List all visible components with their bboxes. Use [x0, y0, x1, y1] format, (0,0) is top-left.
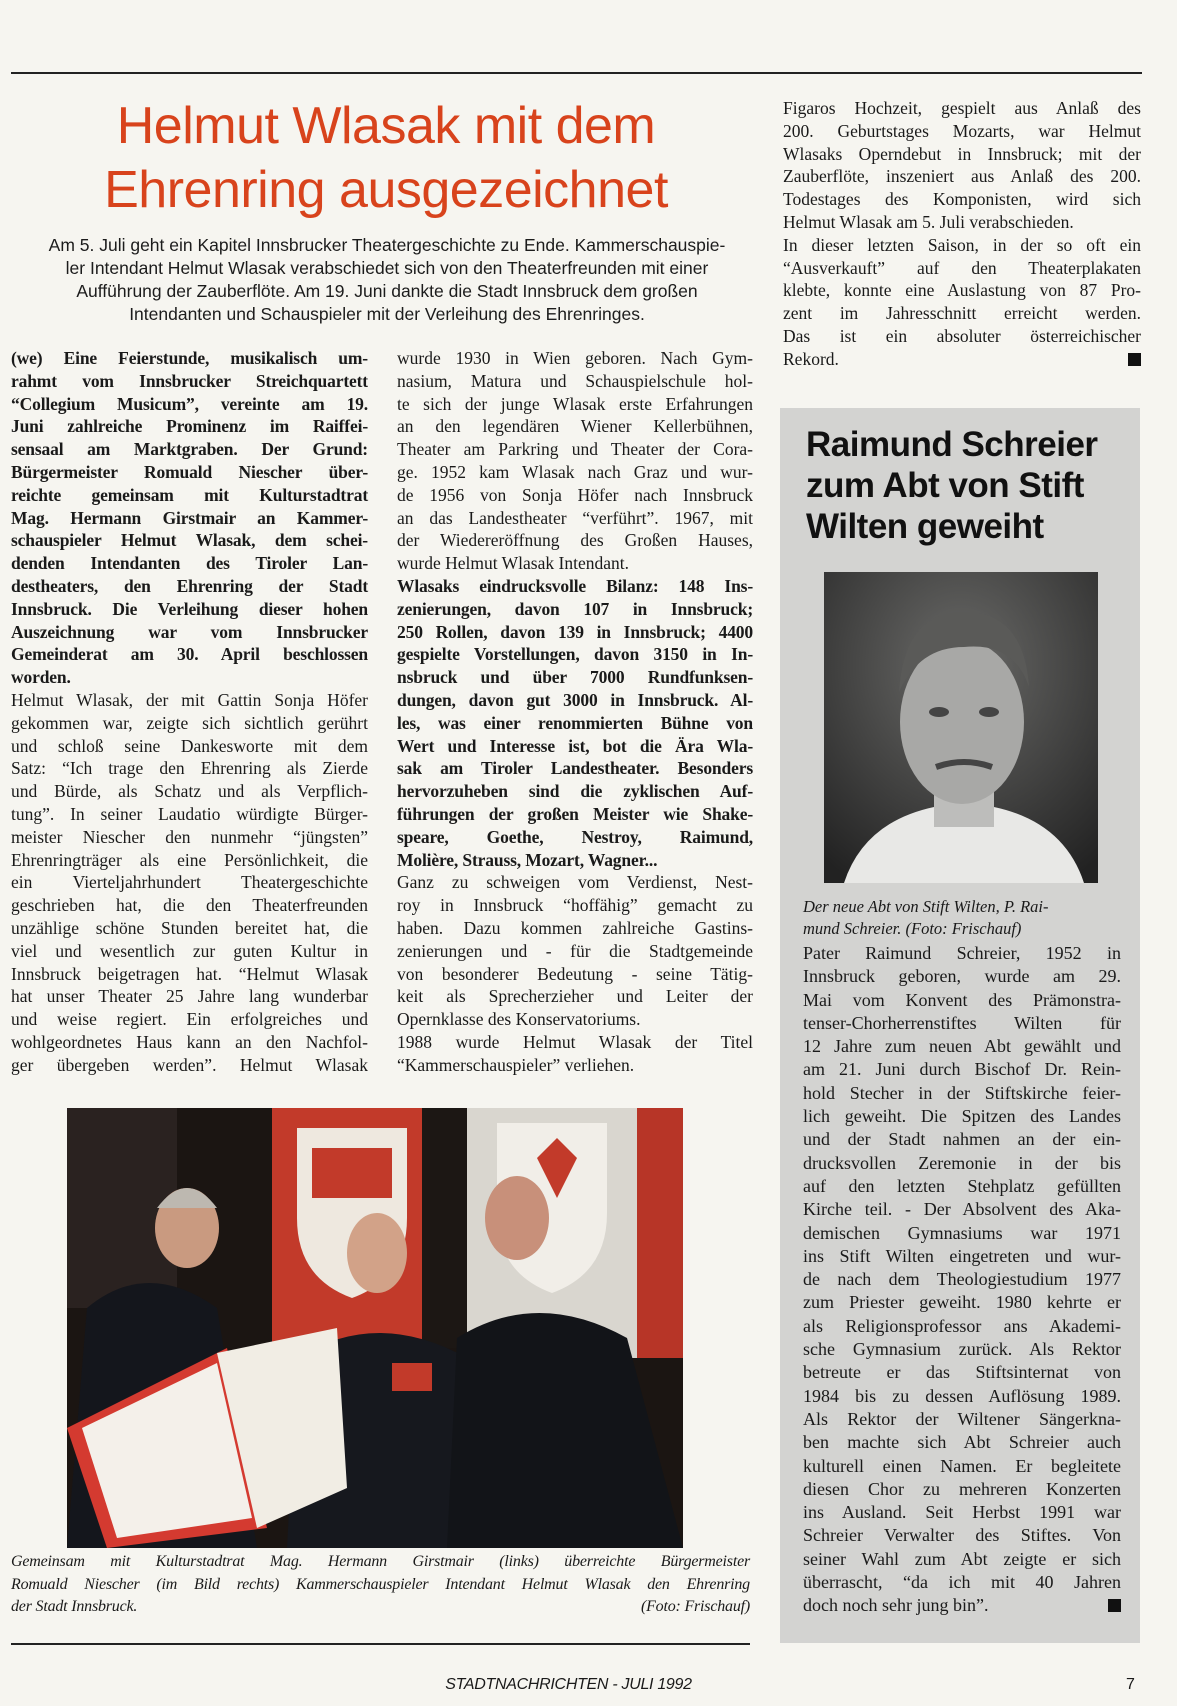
text-line [11, 461, 368, 484]
text-line [803, 1455, 1121, 1478]
text-line-content: klebte, konnte eine Auslastung von 87 Pro- [783, 280, 1141, 301]
photo-credit: (Foto: Frischauf) [640, 1598, 750, 1615]
body-paragraph [397, 347, 753, 575]
lead-line: ler Intendant Helmut Wlasak verabschiedet sich von den Theaterfreunden mit einer [65, 258, 709, 278]
text-line-content: schauspieler Helmut Wlasak, dem schei- [11, 530, 368, 551]
text-line-content: Wert und Interesse ist, bot die Ära Wla- [397, 735, 753, 756]
text-line-content: Mag. Hermann Girstmair an Kammer- [11, 507, 368, 528]
text-line-content: 200. Geburtstages Mozarts, war Helmut [783, 120, 1141, 141]
text-line [803, 1431, 1121, 1454]
text-line-content: Helmut Wlasak am 5. Juli verabschieden. [783, 211, 1074, 232]
text-line [11, 393, 368, 416]
text-line [397, 507, 753, 530]
text-line [803, 1338, 1121, 1361]
top-rule [11, 72, 1142, 74]
text-line [11, 963, 368, 986]
text-line-content: sensaal am Marktgraben. Der Grund: [11, 439, 368, 460]
end-of-article-square-icon [1108, 1599, 1121, 1612]
text-line [397, 735, 753, 758]
body-paragraph [783, 97, 1141, 234]
text-line-content: drucksvollen Zeremonie in der bis [803, 1152, 1121, 1173]
text-line-content: reichte gemeinsam mit Kulturstadtrat [11, 484, 368, 505]
text-line-content: Ehrenringträger als eine Persönlichkeit, die [11, 849, 368, 870]
text-line [11, 552, 368, 575]
text-line [11, 712, 368, 735]
text-line [11, 598, 368, 621]
text-line [397, 1031, 753, 1054]
text-line-content: de 1956 von Sonja Höfer nach Innsbruck [397, 484, 753, 505]
article-headline [11, 94, 761, 222]
text-line [397, 598, 753, 621]
text-line-content: Ganz zu schweigen vom Verdienst, Nest- [397, 872, 753, 893]
text-line [397, 917, 753, 940]
text-line-content: Helmut Wlasak, der mit Gattin Sonja Höfer [11, 689, 368, 710]
text-line-content: Satz: “Ich trage den Ehrenring als Zierde [11, 758, 368, 779]
text-line-content: demischen Gymnasiums war 1971 [803, 1222, 1121, 1243]
text-line-content: sak am Tiroler Landestheater. Besonders [397, 758, 753, 779]
text-line-content: gespielte Vorstellungen, davon 3150 in In- [397, 644, 753, 665]
text-line-content: Gemeinderat am 30. April beschlossen [11, 644, 368, 665]
text-line-content: Wlasaks eindrucksvolle Bilanz: 148 Ins- [397, 575, 753, 596]
text-line-content: Bürgermeister Romuald Niescher über- [11, 461, 368, 482]
publication-name: STADTNACHRICHTEN - JULI 1992 [445, 1676, 692, 1693]
text-line-content: In dieser letzten Saison, in der so oft ein [783, 234, 1141, 255]
text-line [11, 780, 368, 803]
text-line [803, 942, 1121, 965]
ceremony-photo [67, 1108, 683, 1548]
text-line-content: nsbruck und über 7000 Rundfunksen- [397, 667, 753, 688]
text-line [397, 963, 753, 986]
text-line-content: meister Niescher den nunmehr “jüngsten” [11, 826, 368, 847]
text-line [397, 940, 753, 963]
text-line-content: zent im Jahresschnitt erreicht werden. [783, 303, 1141, 324]
text-line-content: Mai vom Konvent des Prämonstra- [803, 989, 1121, 1010]
text-line [11, 347, 368, 370]
sidebar-headline-line: zum Abt von Stift [806, 466, 1084, 505]
text-line [803, 1548, 1121, 1571]
text-line-content: geschrieben hat, die den Theaterfreunden [11, 895, 368, 916]
text-line-content: “Ausverkauft” auf den Theaterplakaten [783, 257, 1141, 278]
lead-line: Aufführung der Zauberflöte. Am 19. Juni dankte die Stadt Innsbruck dem großen [76, 281, 698, 301]
text-line-content: der Wiedereröffnung des Großen Hauses, [397, 530, 753, 551]
text-line-content: Theater am Parkring und Theater der Cora- [397, 439, 753, 460]
text-line [803, 1268, 1121, 1291]
text-line [803, 1291, 1121, 1314]
text-line-content: ein Vierteljahrhundert Theatergeschichte [11, 872, 368, 893]
text-line [803, 1408, 1121, 1431]
text-line [783, 325, 1141, 348]
text-line [11, 1054, 368, 1077]
text-line-content: keit als Sprecherzieher und Leiter der [397, 986, 753, 1007]
text-line [803, 1315, 1121, 1338]
text-line-content: zum Priester geweiht. 1980 kehrte er [803, 1292, 1121, 1313]
text-line-content: und Bürde, als Schatz und als Verpflich- [11, 781, 368, 802]
text-line [783, 257, 1141, 280]
text-line [11, 666, 368, 689]
text-line [397, 985, 753, 1008]
text-line [397, 438, 753, 461]
text-line [803, 1012, 1121, 1035]
text-line-content: und weise regiert. Ein erfolgreiches und [11, 1009, 368, 1030]
text-line [397, 552, 753, 575]
text-line-content: tung”. In seiner Laudatio würdigte Bürger- [11, 803, 368, 824]
text-line-content: überrascht, “da ich mit 40 Jahren [803, 1572, 1121, 1593]
text-line-content: destheaters, den Ehrenring der Stadt [11, 575, 368, 596]
end-of-article-square-icon [1128, 353, 1141, 366]
text-line-content: Auszeichnung war vom Innsbrucker [11, 621, 368, 642]
text-line-content: ger übergeben werden”. Helmut Wlasak [11, 1054, 368, 1075]
text-line [783, 188, 1141, 211]
text-line-content: Figaros Hochzeit, gespielt aus Anlaß des [783, 98, 1141, 118]
text-line [803, 1058, 1121, 1081]
text-line [397, 826, 753, 849]
text-line [397, 393, 753, 416]
text-line [803, 1501, 1121, 1524]
sidebar-photo-caption [803, 896, 1121, 940]
text-line [397, 621, 753, 644]
sidebar-headline [806, 424, 1098, 547]
headline-line: Helmut Wlasak mit dem [116, 97, 656, 155]
text-line [11, 871, 368, 894]
text-line-content: ben machte sich Abt Schreier auch [803, 1432, 1121, 1453]
text-line-content: Innsbruck. Die Verleihung dieser hohen [11, 598, 368, 619]
text-line-content: diesen Chor zu mehreren Konzerten [803, 1478, 1121, 1499]
text-line-content: denden Intendanten des Tiroler Lan- [11, 553, 368, 574]
text-line [803, 1082, 1121, 1105]
text-line-content: 1984 bis zu dessen Auflösung 1989. [803, 1385, 1121, 1406]
text-line [803, 989, 1121, 1012]
text-line-content: doch noch sehr jung bin”. [803, 1595, 989, 1616]
text-line-content: worden. [11, 667, 71, 688]
text-line-content: kulturell einen Namen. Er begleitete [803, 1455, 1121, 1476]
text-line-content: wohlgeordnetes Haus kann an den Nachfol- [11, 1031, 368, 1052]
text-line-content: an das Landestheater “verführt”. 1967, mit [397, 507, 753, 528]
text-line-content: lich geweiht. Die Spitzen des Landes [803, 1106, 1121, 1127]
caption-line-end: der Stadt Innsbruck. [11, 1598, 138, 1615]
text-line [397, 849, 753, 872]
text-line [11, 1008, 368, 1031]
text-line-content: Schreier Verwalter des Stiftes. Von [803, 1525, 1121, 1546]
text-line [11, 484, 368, 507]
article-column-right [783, 97, 1141, 371]
text-line-content: am 21. Juni durch Bischof Dr. Rein- [803, 1059, 1121, 1080]
text-line [397, 461, 753, 484]
text-line-content: “Collegium Musicum”, vereinte am 19. [11, 393, 368, 414]
text-line-content: Juni zahlreiche Prominenz im Raiffei- [11, 416, 368, 437]
text-line [11, 621, 368, 644]
text-line [11, 529, 368, 552]
text-line [11, 803, 368, 826]
page-number: 7 [1126, 1676, 1135, 1693]
text-line-content: Molière, Strauss, Mozart, Wagner... [397, 849, 658, 870]
text-line [803, 1245, 1121, 1268]
text-line [783, 234, 1141, 257]
text-line-content: dungen, davon gut 3000 in Innsbruck. Al- [397, 689, 753, 710]
lead-line: Intendanten und Schauspieler mit der Verleihung des Ehrenringes. [129, 304, 645, 324]
text-line [397, 666, 753, 689]
text-line [11, 985, 368, 1008]
text-line [397, 529, 753, 552]
text-line [397, 370, 753, 393]
text-line [783, 211, 1141, 234]
text-line-content: (we) Eine Feierstunde, musikalisch um- [11, 348, 368, 368]
text-line-content: ge. 1952 kam Wlasak nach Graz und wur- [397, 461, 753, 482]
text-line-content: roy in Innsbruck “hoffähig” gemacht zu [397, 895, 753, 916]
text-line-content: und der Stadt nahmen an der ein- [803, 1129, 1121, 1150]
text-line [11, 438, 368, 461]
text-line [397, 803, 753, 826]
bottom-rule [11, 1643, 750, 1645]
text-line [783, 279, 1141, 302]
body-paragraph [397, 871, 753, 1031]
sidebar-headline-line: Raimund Schreier [806, 425, 1098, 464]
text-line [803, 1035, 1121, 1058]
text-line-content: hat unser Theater 25 Jahre lang wunderbar [11, 986, 368, 1007]
text-line-content: sche Gymnasium zurück. Als Rektor [803, 1339, 1121, 1360]
text-line [803, 965, 1121, 988]
text-line-content: Wlasaks Operndebut in Innsbruck; mit der [783, 143, 1141, 164]
text-line-content: les, was einer renommierten Bühne von [397, 712, 753, 733]
abbot-portrait-photo [824, 572, 1098, 883]
text-line [397, 1008, 753, 1031]
sidebar-body [803, 942, 1121, 1618]
text-line [397, 643, 753, 666]
article-column-middle [397, 347, 753, 1077]
text-line-content: betreute er das Stiftsinternat von [803, 1362, 1121, 1383]
text-line-content: als Religionsprofessor ans Akademi- [803, 1315, 1121, 1336]
article-column-left [11, 347, 368, 1077]
text-line [11, 575, 368, 598]
text-line [803, 1222, 1121, 1245]
text-line-content: Opernklasse des Konservatoriums. [397, 1009, 641, 1030]
text-line-content: wurde Helmut Wlasak Intendant. [397, 553, 629, 574]
text-line [803, 1524, 1121, 1547]
caption-line: mund Schreier. (Foto: Frischauf) [803, 919, 1022, 938]
text-line-content: haben. Dazu kommen zahlreiche Gastins- [397, 917, 753, 938]
text-line [11, 917, 368, 940]
text-line-content: Rekord. [783, 348, 839, 369]
text-line [397, 780, 753, 803]
lead-line: Am 5. Juli geht ein Kapitel Innsbrucker Theatergeschichte zu Ende. Kammerschauspie- [48, 235, 726, 255]
body-paragraph [783, 234, 1141, 371]
text-line [783, 143, 1141, 166]
text-line [803, 1594, 1121, 1617]
caption-line: Romuald Niescher (im Bild rechts) Kammerschauspieler Intendant Helmut Wlasak den Ehrenring [11, 1575, 750, 1593]
headline-line: Ehrenring ausgezeichnet [104, 161, 668, 219]
text-line-content: 1988 wurde Helmut Wlasak der Titel [397, 1031, 753, 1052]
text-line-content: zenierungen und - für die Stadtgemeinde [397, 940, 753, 961]
text-line [11, 415, 368, 438]
text-line [397, 347, 753, 370]
caption-line: Gemeinsam mit Kulturstadtrat Mag. Hermann Girstmair (links) überreichte Bürgermeister [11, 1553, 750, 1570]
photo-caption [11, 1551, 750, 1619]
text-line [397, 757, 753, 780]
text-line-content: hold Stecher in der Stiftskirche feier- [803, 1082, 1121, 1103]
text-line-content: hervorzuheben sind die zyklischen Auf- [397, 781, 753, 802]
text-line [803, 1152, 1121, 1175]
text-line-content: Innsbruck geboren, wurde am 29. [803, 966, 1121, 987]
text-line-content: Todestages des Komponisten, wird sich [783, 189, 1141, 210]
text-line [11, 370, 368, 393]
text-line-content: seiner Wahl zum Abt zeigte er sich [803, 1548, 1121, 1569]
text-line-content: wurde 1930 in Wien geboren. Nach Gym- [397, 348, 753, 368]
text-line [11, 689, 368, 712]
text-line-content: 12 Jahre zum neuen Abt gewählt und [803, 1036, 1121, 1057]
text-line-content: ins Ausland. Seit Herbst 1991 war [803, 1502, 1121, 1523]
text-line-content: viel und wesentlich zur guten Kultur in [11, 940, 368, 961]
text-line-content: te sich der junge Wlasak erste Erfahrungen [397, 393, 753, 414]
text-line [397, 689, 753, 712]
text-line-content: tenser-Chorherrenstiftes Wilten für [803, 1012, 1121, 1033]
text-line-content: führungen der großen Meister wie Shake- [397, 803, 753, 824]
text-line-content: rahmt vom Innsbrucker Streichquartett [11, 370, 368, 391]
text-line-content: de nach dem Theologiestudium 1977 [803, 1269, 1121, 1290]
text-line [783, 120, 1141, 143]
text-line [803, 1175, 1121, 1198]
text-line [397, 894, 753, 917]
text-line [397, 575, 753, 598]
text-line [11, 643, 368, 666]
text-line [11, 849, 368, 872]
text-line [397, 712, 753, 735]
intro-paragraph [11, 347, 368, 689]
sidebar-headline-line: Wilten geweiht [806, 507, 1044, 546]
text-line [11, 1031, 368, 1054]
text-line-content: speare, Goethe, Nestroy, Raimund, [397, 826, 753, 847]
text-line [783, 302, 1141, 325]
article-lead [14, 234, 760, 326]
text-line-content: Kirche teil. - Der Absolvent des Aka- [803, 1199, 1121, 1220]
text-line [397, 415, 753, 438]
text-line-content: unzählige schöne Stunden bereitet hat, die [11, 917, 368, 938]
text-line [397, 1054, 753, 1077]
text-line-content: Pater Raimund Schreier, 1952 in [803, 943, 1121, 963]
text-line [11, 735, 368, 758]
text-line-content: an den legendären Wiener Kellerbühnen, [397, 416, 753, 437]
text-line [397, 484, 753, 507]
body-paragraph [397, 1031, 753, 1077]
text-line [803, 1361, 1121, 1384]
text-line [783, 165, 1141, 188]
text-line-content: und schloß seine Dankesworte mit dem [11, 735, 368, 756]
text-line [11, 894, 368, 917]
text-line-content: Das ist ein absoluter österreichischer [783, 325, 1141, 346]
text-line-content: auf den letzten Stehplatz gefüllten [803, 1175, 1121, 1196]
text-line [11, 826, 368, 849]
text-line [11, 940, 368, 963]
text-line [803, 1105, 1121, 1128]
text-line-content: 250 Rollen, davon 139 in Innsbruck; 4400 [397, 621, 753, 642]
text-line [803, 1128, 1121, 1151]
text-line [803, 1198, 1121, 1221]
bilanz-paragraph [397, 575, 753, 871]
text-line-content: gekommen war, zeigte sich sichtlich gerührt [11, 712, 368, 733]
text-line-content: von besonderer Bedeutung - seine Tätig- [397, 963, 753, 984]
body-paragraph [11, 689, 368, 1077]
text-line-content: ins Stift Wilten eingetreten und wur- [803, 1245, 1121, 1266]
caption-line: Der neue Abt von Stift Wilten, P. Rai- [803, 897, 1049, 916]
text-line-content: nasium, Matura und Schauspielschule hol- [397, 370, 753, 391]
text-line-content: Zauberflöte, inszeniert aus Anlaß des 200. [783, 166, 1141, 187]
text-line-content: “Kammerschauspieler” verliehen. [397, 1054, 635, 1075]
text-line [11, 507, 368, 530]
text-line [803, 1385, 1121, 1408]
text-line [397, 871, 753, 894]
caption-line [11, 1596, 750, 1619]
text-line [783, 348, 1141, 371]
text-line [803, 1571, 1121, 1594]
text-line [803, 1478, 1121, 1501]
text-line-content: Innsbruck beigetragen hat. “Helmut Wlasak [11, 963, 368, 984]
text-line [783, 97, 1141, 120]
text-line [11, 757, 368, 780]
text-line-content: zenierungen, davon 107 in Innsbruck; [397, 598, 753, 619]
text-line-content: Als Rektor der Wiltener Sängerkna- [803, 1408, 1121, 1429]
footer-publication [0, 1676, 1177, 1694]
